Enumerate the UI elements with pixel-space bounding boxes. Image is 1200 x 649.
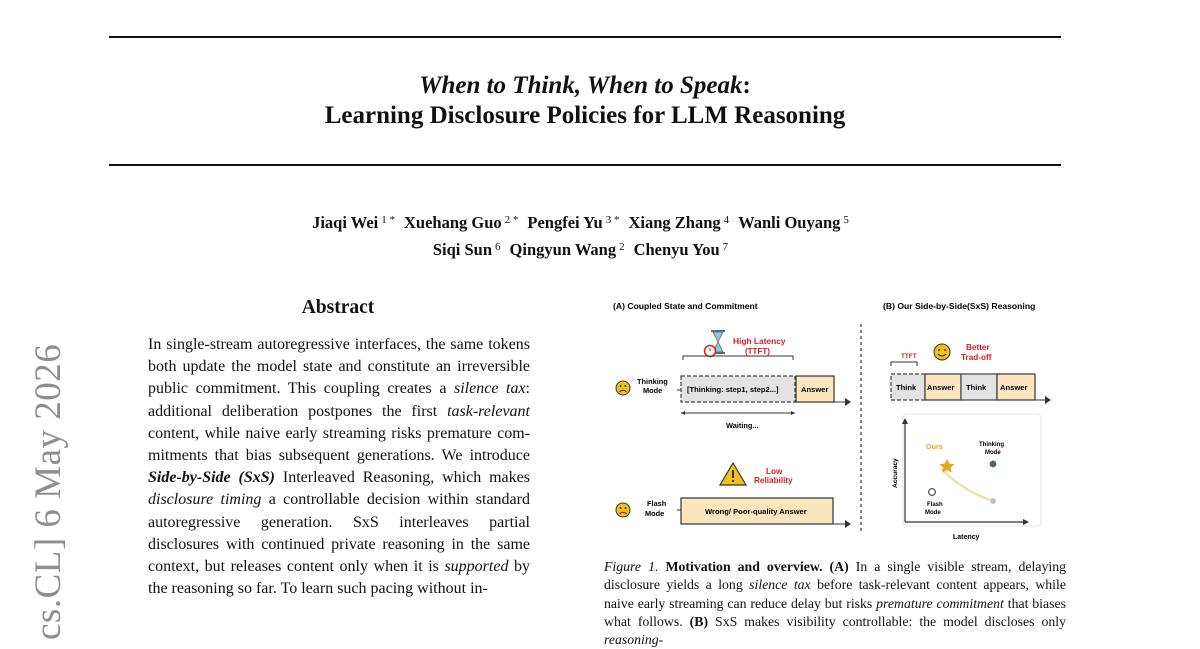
abstract-heading: Abstract: [301, 297, 375, 318]
figure-1: [605, 296, 1065, 546]
abstract-text: In single-stream autoregressive interfaces, the same tokens both update the model state and constitute an irreversible public commitment. This coupling creates a silence tax: additional deliberation postpones the first task-relevant content, while naive early streaming risks premature commitments that bias subsequent generations. We introduce Side-by-Side (SxS) Interleaved Reasoning, which makes disclosure timing a controllable decision within standard autoregressive generation. SxS interleaves partial disclosures with continued private reasoning in the same context, but releases content only when it is supported by the reasoning so far. To learn such pacing without in-: [148, 336, 530, 598]
author-line-2: [0, 235, 1170, 262]
tradeoff-label: Trad-off: [961, 353, 992, 362]
thinking-point: [990, 461, 997, 468]
latency-label: Latency: [953, 534, 980, 541]
panel-a-title: (A) Coupled State and Commitment: [613, 301, 758, 311]
paper-title: [0, 71, 1170, 131]
warning-icon: [720, 463, 746, 485]
sad-face-icon: [616, 381, 630, 395]
arxiv-stamp: cs.CL] 6 May 2026: [28, 343, 69, 640]
flash-mode-label-2: Mode: [645, 509, 665, 518]
top-rule: [109, 36, 1061, 38]
scatter-flash-1: Flash: [927, 502, 943, 508]
accuracy-label: Accuracy: [892, 458, 899, 488]
waiting-label: Waiting...: [726, 421, 759, 430]
panel-b-title: (B) Our Side-by-Side(SxS) Reasoning: [883, 301, 1036, 311]
low-label: Low: [766, 467, 783, 476]
hourglass-icon: [705, 330, 726, 357]
thinking-mode-label-1: Thinking: [637, 377, 668, 386]
high-latency-label: High Latency: [733, 336, 786, 346]
ttft-label: TTFT: [901, 353, 917, 360]
author-name: Xuehang Guo: [404, 213, 502, 232]
answer-label-a: Answer: [801, 385, 829, 394]
title-italic-part: When to Think, When to Speak: [419, 72, 743, 99]
title-colon: :: [742, 72, 751, 99]
author-name: Wanli Ouyang: [738, 213, 841, 232]
smiley-icon: [934, 344, 950, 360]
author-affiliation: 3 *: [605, 214, 620, 226]
answer-label-b2: Answer: [1000, 383, 1028, 392]
flash-mode-label-1: Flash: [647, 499, 667, 508]
title-line-2: Learning Disclosure Policies for LLM Reasoning: [324, 102, 846, 129]
scatter-thinking-2: Mode: [985, 450, 1001, 456]
author-affiliation: 6: [495, 241, 501, 253]
thinking-mode-label-2: Mode: [643, 386, 663, 395]
figure-caption: Figure 1. Motivation and overview. (A) In a single visible stream, delaying disclosure yields a long silence tax before task-relevant content appears, while naive early streaming can reduce delay but risks premature commitment that biases what follows. (B) SxS makes visibility controllable: the model discloses only reasoning-: [604, 559, 1066, 648]
author-affiliation: 4: [723, 214, 730, 226]
author-name: Pengfei Yu: [527, 213, 603, 232]
author-affiliation: 7: [722, 241, 729, 253]
sad-face-icon-2: [616, 503, 630, 517]
ours-label: Ours: [926, 442, 943, 451]
curve-end-point: [990, 498, 996, 504]
author-affiliation: 5: [843, 214, 849, 226]
scatter-thinking-1: Thinking: [979, 442, 1004, 448]
author-name: Jiaqi Wei: [312, 213, 379, 232]
author-name: Chenyu You: [633, 240, 720, 259]
author-affiliation: 2: [619, 241, 625, 253]
author-affiliation: 2 *: [504, 214, 519, 226]
flash-point: [929, 489, 936, 496]
ttft-paren-label: (TTFT): [745, 347, 770, 356]
answer-label-b1: Answer: [927, 383, 955, 392]
author-affiliation: 1 *: [381, 214, 395, 226]
think-label-2: Think: [966, 383, 987, 392]
author-line-1: [0, 208, 1170, 235]
wrong-answer-label: Wrong/ Poor-quality Answer: [705, 507, 807, 516]
author-name: Siqi Sun: [432, 240, 493, 259]
reliability-label: Reliability: [754, 476, 793, 485]
scatter-flash-2: Mode: [925, 510, 941, 516]
think-label-1: Think: [896, 383, 917, 392]
bottom-rule: [109, 164, 1061, 166]
author-name: Qingyun Wang: [509, 240, 617, 259]
better-label: Better: [966, 343, 990, 352]
thinking-box-label: [Thinking: step1, step2...]: [687, 385, 779, 394]
author-list: [0, 208, 1170, 262]
author-name: Xiang Zhang: [628, 213, 721, 232]
